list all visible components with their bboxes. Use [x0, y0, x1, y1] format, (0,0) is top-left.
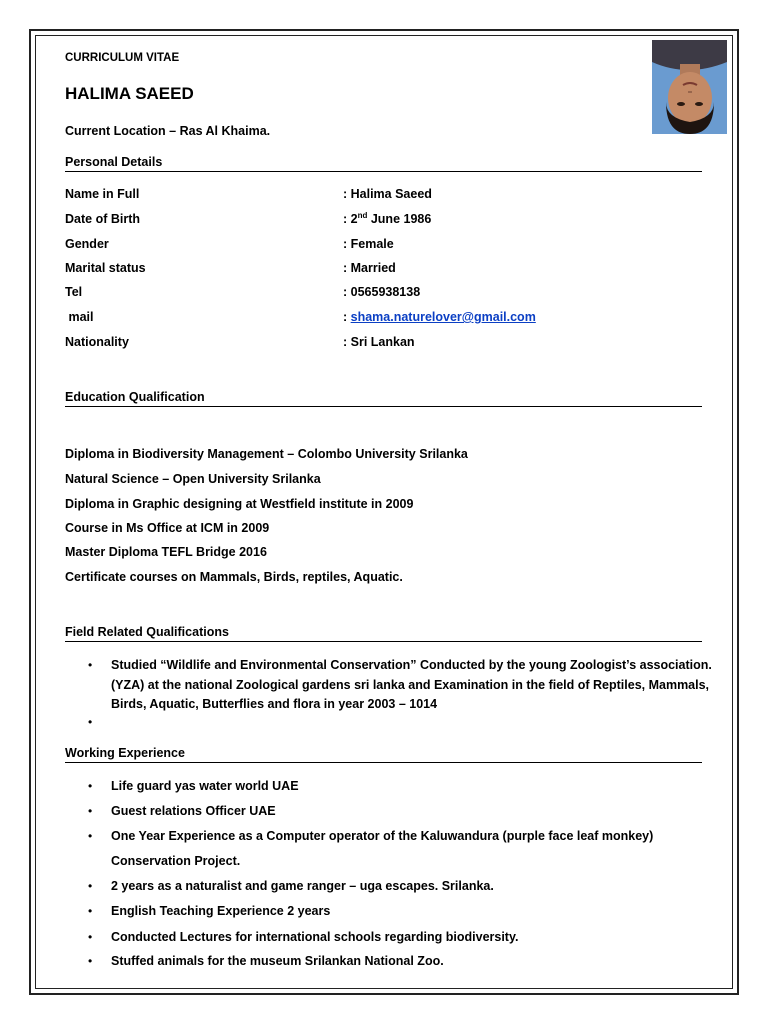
- page-border-inner: [35, 35, 733, 989]
- bullet-icon: •: [88, 879, 93, 893]
- bullet-icon: •: [88, 658, 93, 672]
- bullet-icon: •: [88, 954, 93, 968]
- bullet-icon: •: [88, 829, 93, 843]
- education-heading: Education Qualification: [65, 390, 205, 404]
- working-experience-heading: Working Experience: [65, 746, 185, 760]
- education-item: Diploma in Biodiversity Management – Colombo University Srilanka: [65, 447, 468, 461]
- bullet-icon: •: [88, 930, 93, 944]
- person-photo-icon: [652, 40, 727, 134]
- email-link[interactable]: shama.naturelover@gmail.com: [350, 310, 536, 324]
- education-item: Certificate courses on Mammals, Birds, reptiles, Aquatic.: [65, 570, 403, 584]
- bullet-icon: •: [88, 904, 93, 918]
- label-name: Name in Full: [65, 187, 140, 201]
- experience-item: Guest relations Officer UAE: [111, 804, 276, 818]
- education-item: Natural Science – Open University Srilanka: [65, 472, 321, 486]
- experience-item-continued: Conservation Project.: [111, 854, 241, 868]
- value-tel: : 0565938138: [343, 285, 421, 299]
- candidate-name: HALIMA SAEED: [65, 84, 194, 103]
- label-gender: Gender: [65, 237, 109, 251]
- value-name: : Halima Saeed: [343, 187, 432, 201]
- section-divider: [65, 171, 702, 172]
- value-nationality: : Sri Lankan: [343, 335, 415, 349]
- education-item: Diploma in Graphic designing at Westfield institute in 2009: [65, 497, 414, 511]
- current-location: Current Location – Ras Al Khaima.: [65, 124, 271, 138]
- label-mail: mail: [65, 310, 94, 324]
- value-marital-status: : Married: [343, 261, 396, 275]
- document-title: CURRICULUM VITAE: [65, 52, 180, 64]
- field-qualification-line: Studied “Wildlife and Environmental Conservation” Conducted by the young Zoologist’s association.: [111, 658, 712, 672]
- label-tel: Tel: [65, 285, 83, 299]
- experience-item: 2 years as a naturalist and game ranger – uga escapes. Srilanka.: [111, 879, 494, 893]
- label-marital-status: Marital status: [65, 261, 146, 275]
- experience-item: One Year Experience as a Computer operator of the Kaluwandura (purple face leaf monkey): [111, 829, 654, 843]
- field-qualification-line: (YZA) at the national Zoological gardens sri lanka and Examination in the field of Reptiles, Mammals,: [111, 678, 710, 692]
- value-dob: : 2nd June 1986: [343, 210, 432, 226]
- experience-item: Life guard yas water world UAE: [111, 779, 299, 793]
- section-divider: [65, 641, 702, 642]
- education-item: Course in Ms Office at ICM in 2009: [65, 521, 270, 535]
- label-dob: Date of Birth: [65, 212, 140, 226]
- profile-photo: [652, 40, 727, 134]
- experience-item: Stuffed animals for the museum Srilankan National Zoo.: [111, 954, 444, 968]
- education-item: Master Diploma TEFL Bridge 2016: [65, 545, 267, 559]
- value-mail: : shama.naturelover@gmail.com: [343, 310, 536, 324]
- personal-details-heading: Personal Details: [65, 155, 163, 169]
- experience-item: English Teaching Experience 2 years: [111, 904, 331, 918]
- bullet-icon: •: [88, 779, 93, 793]
- experience-item: Conducted Lectures for international schools regarding biodiversity.: [111, 930, 519, 944]
- value-gender: : Female: [343, 237, 394, 251]
- section-divider: [65, 762, 702, 763]
- field-qualifications-heading: Field Related Qualifications: [65, 625, 229, 639]
- section-divider: [65, 406, 702, 407]
- bullet-icon: •: [88, 804, 93, 818]
- field-qualification-line: Birds, Aquatic, Butterflies and flora in year 2003 – 1014: [111, 697, 438, 711]
- label-nationality: Nationality: [65, 335, 129, 349]
- bullet-icon: •: [88, 715, 93, 729]
